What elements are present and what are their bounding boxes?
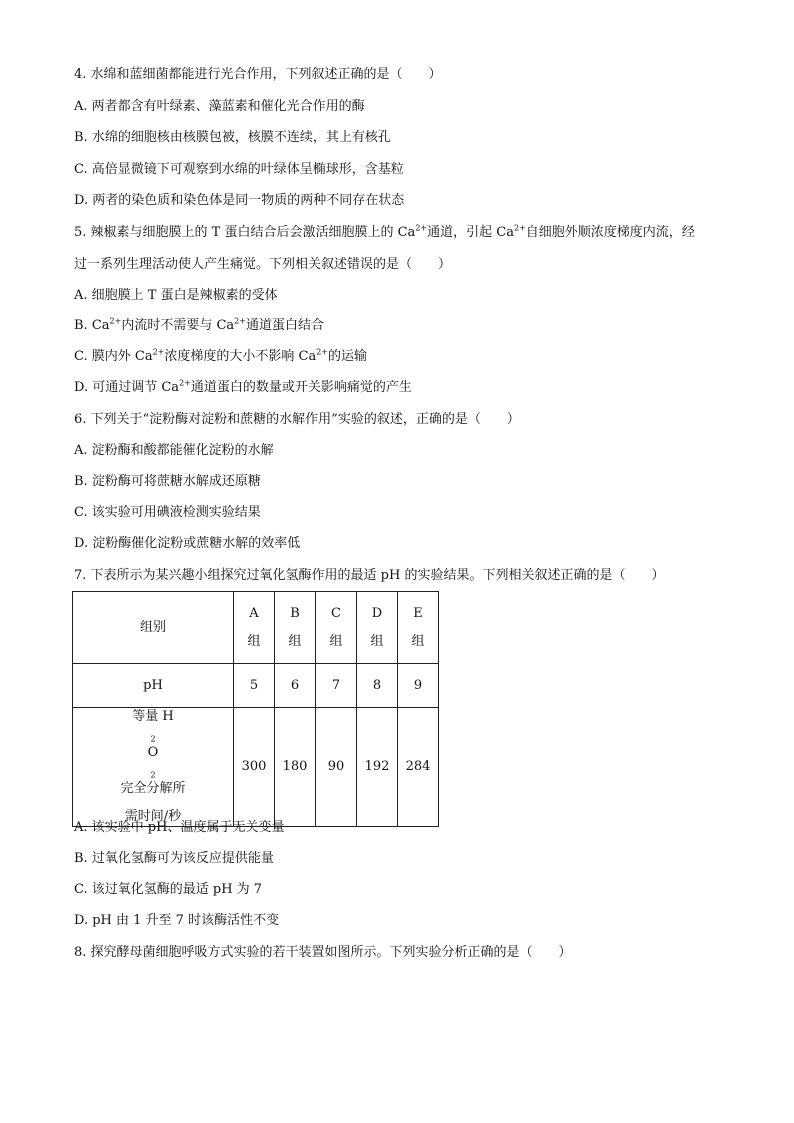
stem-text: 5. 辣椒素与细胞膜上的 T 蛋白结合后会激活细胞膜上的 Ca xyxy=(74,225,416,240)
ph-value-cell: 8 xyxy=(357,664,398,708)
question-4-stem: 4. 水绵和蓝细菌都能进行光合作用，下列叙述正确的是（ ） xyxy=(74,67,442,82)
question-6-option-a: A. 淀粉酶和酸都能催化淀粉的水解 xyxy=(74,443,274,458)
question-4-option-b: B. 水绵的细胞核由核膜包被，核膜不连续，其上有核孔 xyxy=(74,130,391,145)
group-letter: B xyxy=(290,605,300,621)
ph-value-cell: 7 xyxy=(316,664,357,708)
group-header-cell xyxy=(275,592,316,664)
question-7-stem: 7. 下表所示为某兴趣小组探究过氧化氢酶作用的最适 pH 的实验结果。下列相关叙述正确的是（ ） xyxy=(74,568,665,583)
stem-text: 通道，引起 Ca xyxy=(427,225,514,240)
question-5-option-b xyxy=(74,317,324,335)
charge-superscript: 2+ xyxy=(109,316,122,326)
group-letter: A xyxy=(249,605,259,621)
subscript: 2 xyxy=(150,770,156,780)
question-4-option-a: A. 两者都含有叶绿素、藻蓝素和催化光合作用的酶 xyxy=(74,99,365,114)
ph-label-cell: pH xyxy=(73,664,234,708)
group-header-cell xyxy=(316,592,357,664)
group-suffix: 组 xyxy=(329,633,343,649)
charge-superscript: 2+ xyxy=(179,378,191,388)
ph-value-cell: 6 xyxy=(275,664,316,708)
question-5-option-a: A. 细胞膜上 T 蛋白是辣椒素的受体 xyxy=(74,288,278,303)
question-4-option-d: D. 两者的染色质和染色体是同一物质的两种不同存在状态 xyxy=(74,193,405,208)
charge-superscript: 2+ xyxy=(152,347,165,357)
table-row xyxy=(73,592,439,664)
time-value-cell: 90 xyxy=(316,708,357,827)
label-text: 等量 H xyxy=(132,709,174,724)
charge-superscript: 2+ xyxy=(316,347,329,357)
question-6-option-c: C. 该实验可用碘液检测实验结果 xyxy=(74,505,261,520)
ph-value-cell: 5 xyxy=(234,664,275,708)
group-suffix: 组 xyxy=(370,633,384,649)
question-7-option-d: D. pH 由 1 升至 7 时该酶活性不变 xyxy=(74,913,280,928)
time-label-line2: 需时间/秒 xyxy=(124,809,182,824)
question-5-stem-line2: 过一系列生理活动使人产生痛觉。下列相关叙述错误的是（ ） xyxy=(74,257,452,272)
option-text: 内流时不需要与 Ca xyxy=(121,318,235,333)
option-text: 通道蛋白结合 xyxy=(245,318,324,333)
label-text: 完全分解所 xyxy=(120,781,186,796)
option-text: B. Ca xyxy=(74,318,110,333)
question-4-option-c: C. 高倍显微镜下可观察到水绵的叶绿体呈椭球形，含基粒 xyxy=(74,162,404,177)
question-5-option-d xyxy=(74,379,412,397)
group-header-cell xyxy=(357,592,398,664)
group-header-cell xyxy=(398,592,439,664)
table-row xyxy=(73,708,439,827)
group-suffix: 组 xyxy=(247,633,261,649)
question-6-stem: 6. 下列关于“淀粉酶对淀粉和蔗糖的水解作用”实验的叙述，正确的是（ ） xyxy=(74,412,520,427)
time-label-cell xyxy=(73,708,234,827)
time-value-cell: 300 xyxy=(234,708,275,827)
group-letter: D xyxy=(371,605,383,621)
group-suffix: 组 xyxy=(288,633,302,649)
label-text: O xyxy=(147,745,159,760)
question-7-option-b: B. 过氧化氢酶可为该反应提供能量 xyxy=(74,851,274,866)
time-value-cell: 180 xyxy=(275,708,316,827)
option-text: D. 可通过调节 Ca xyxy=(74,380,180,395)
option-text: C. 膜内外 Ca xyxy=(74,349,153,364)
question-7-option-c: C. 该过氧化氢酶的最适 pH 为 7 xyxy=(74,882,263,897)
option-text: 浓度梯度的大小不影响 Ca xyxy=(164,349,317,364)
ph-results-table xyxy=(72,591,439,827)
group-letter: E xyxy=(413,605,423,621)
question-6-option-b: B. 淀粉酶可将蔗糖水解成还原糖 xyxy=(74,474,261,489)
time-label-line1 xyxy=(73,708,233,798)
time-value-cell: 192 xyxy=(357,708,398,827)
time-value-cell: 284 xyxy=(398,708,439,827)
stem-text: 自细胞外顺浓度梯度内流，经 xyxy=(525,225,695,240)
group-suffix: 组 xyxy=(411,633,425,649)
table-row xyxy=(73,664,439,708)
question-8-stem: 8. 探究酵母菌细胞呼吸方式实验的若干装置如图所示。下列实验分析正确的是（ ） xyxy=(74,945,572,960)
option-text: 通道蛋白的数量或开关影响痛觉的产生 xyxy=(190,380,412,395)
question-5-option-c xyxy=(74,348,367,366)
subscript: 2 xyxy=(150,734,156,744)
question-6-option-d: D. 淀粉酶催化淀粉或蔗糖水解的效率低 xyxy=(74,536,301,551)
group-header-cell xyxy=(234,592,275,664)
charge-superscript: 2+ xyxy=(415,223,428,233)
group-letter: C xyxy=(331,605,341,621)
ph-value-cell: 9 xyxy=(398,664,439,708)
option-text: 的运输 xyxy=(328,349,368,364)
question-7-option-a: A. 该实验中 pH、温度属于无关变量 xyxy=(74,820,285,835)
header-label-cell: 组别 xyxy=(73,592,234,664)
charge-superscript: 2+ xyxy=(234,316,246,326)
question-5-stem-line1 xyxy=(74,224,695,242)
charge-superscript: 2+ xyxy=(513,223,526,233)
